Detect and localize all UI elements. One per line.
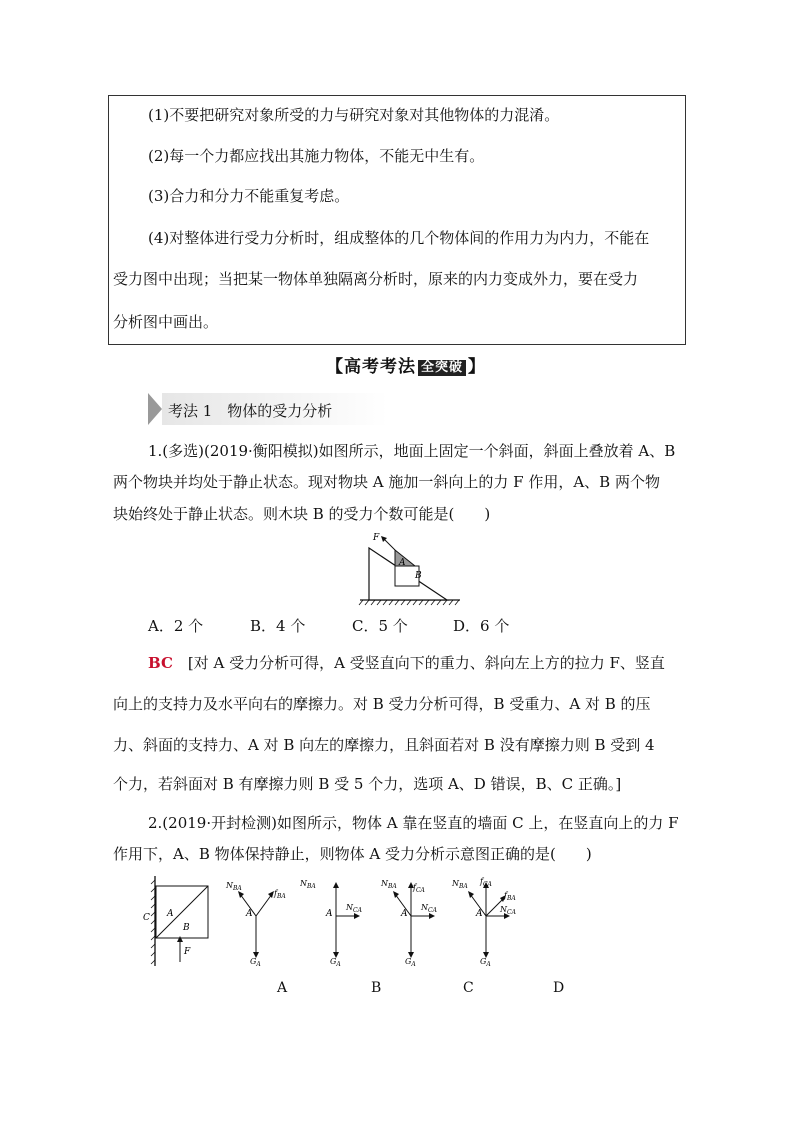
section-title: 考法 1 物体的受力分析 — [168, 402, 333, 420]
note-5: 受力图中出现；当把某一物体单独隔离分析时，原来的内力变成外力，要在受力 — [113, 270, 639, 288]
banner-right: 】 — [468, 357, 487, 377]
q2-d-fca: $f_{CA}$ — [480, 877, 492, 888]
note-4: (4)对整体进行受力分析时，组成整体的几个物体间的作用力为内力，不能在 — [148, 229, 650, 247]
note-3: (3)合力和分力不能重复考虑。 — [148, 187, 350, 205]
q2-fig-b: B — [183, 923, 190, 933]
q2-choice-label-c[interactable]: C — [463, 980, 474, 996]
q2-a-fba: $f_{BA}$ — [274, 889, 286, 900]
answer1-first: [对 A 受力分析可得，A 受竖直向下的重力、斜向左上方的拉力 F、竖直 — [172, 654, 665, 672]
notes-box — [108, 95, 686, 345]
banner-left: 【高考考法 — [326, 357, 416, 377]
q2-b-ga: $G_A$ — [330, 957, 341, 968]
svg-text:A: A — [246, 909, 253, 919]
q1-line-2: 两个物块并均处于静止状态。现对物块 A 施加一斜向上的力 F 作用，A、B 两个物 — [113, 473, 660, 491]
svg-text:A: A — [476, 909, 483, 919]
q2-line-2: 作用下，A、B 物体保持静止，则物体 A 受力分析示意图正确的是( ) — [113, 845, 592, 863]
svg-text:A: A — [326, 909, 333, 919]
q2-c-nca: $N_{CA}$ — [421, 903, 437, 914]
q2-choice-b-figure[interactable] — [300, 872, 380, 972]
q1-fig-f: F — [373, 533, 380, 543]
q2-a-ga: $G_A$ — [250, 957, 261, 968]
q1-option-a[interactable]: A．2 个 — [148, 617, 204, 635]
note-2: (2)每一个力都应找出其施力物体，不能无中生有。 — [148, 147, 485, 165]
q2-choice-c-figure[interactable] — [375, 872, 455, 972]
q2-b-nca: $N_{CA}$ — [346, 903, 362, 914]
q2-b-nba: $N_{BA}$ — [300, 879, 316, 890]
q1-line-3: 块始终处于静止状态。则木块 B 的受力个数可能是( ) — [113, 505, 491, 523]
q2-choice-d-figure[interactable] — [450, 872, 530, 972]
q1-line-1: 1.(多选)(2019·衡阳模拟)如图所示，地面上固定一个斜面，斜面上叠放着 A、B — [148, 442, 676, 460]
svg-text:A: A — [401, 909, 408, 919]
q2-a-nba: $N_{BA}$ — [226, 881, 242, 892]
q1-fig-a: A — [399, 558, 406, 568]
q2-c-nba: $N_{BA}$ — [381, 879, 397, 890]
q2-fig-f: F — [184, 947, 191, 957]
q2-d-nba: $N_{BA}$ — [452, 879, 468, 890]
section-banner — [326, 352, 486, 377]
q2-c-ga: $G_A$ — [405, 957, 416, 968]
q2-fig-c: C — [143, 913, 150, 923]
answer1-key: BC — [148, 654, 173, 672]
q2-d-nca: $N_{CA}$ — [500, 905, 516, 916]
q1-option-b[interactable]: B．4 个 — [250, 617, 306, 635]
q2-choice-label-d[interactable]: D — [553, 980, 565, 996]
q1-fig-b: B — [415, 571, 422, 581]
q2-wall-figure — [140, 872, 220, 972]
q2-choice-label-b[interactable]: B — [371, 980, 382, 996]
section-tag-arrow-icon — [148, 393, 162, 425]
answer1-line-1 — [148, 652, 665, 673]
q2-d-ga: $G_A$ — [480, 957, 491, 968]
q2-choice-a-figure[interactable] — [220, 872, 300, 972]
q2-c-fca: $f_{CA}$ — [413, 883, 425, 894]
answer1-line-2: 向上的支持力及水平向右的摩擦力。对 B 受力分析可得，B 受重力、A 对 B 的压 — [113, 695, 651, 713]
note-6: 分析图中画出。 — [113, 313, 219, 331]
q1-incline-figure — [355, 528, 465, 608]
section-tag — [148, 393, 388, 425]
q2-choice-label-a[interactable]: A — [277, 980, 288, 996]
answer1-line-3: 力、斜面的支持力、A 对 B 向左的摩擦力，且斜面若对 B 没有摩擦力则 B 受到 4 — [113, 736, 655, 754]
q1-option-c[interactable]: C．5 个 — [352, 617, 408, 635]
q2-d-fba: $f_{BA}$ — [504, 891, 516, 902]
q2-fig-a: A — [167, 909, 174, 919]
note-1: (1)不要把研究对象所受的力与研究对象对其他物体的力混淆。 — [148, 106, 560, 124]
q2-line-1: 2.(2019·开封检测)如图所示，物体 A 靠在竖直的墙面 C 上，在竖直向上的力 F — [148, 814, 679, 832]
q1-option-d[interactable]: D．6 个 — [453, 617, 510, 635]
answer1-line-4: 个力，若斜面对 B 有摩擦力则 B 受 5 个力，选项 A、D 错误，B、C 正确。] — [113, 775, 622, 793]
banner-badge: 全突破 — [418, 360, 466, 376]
